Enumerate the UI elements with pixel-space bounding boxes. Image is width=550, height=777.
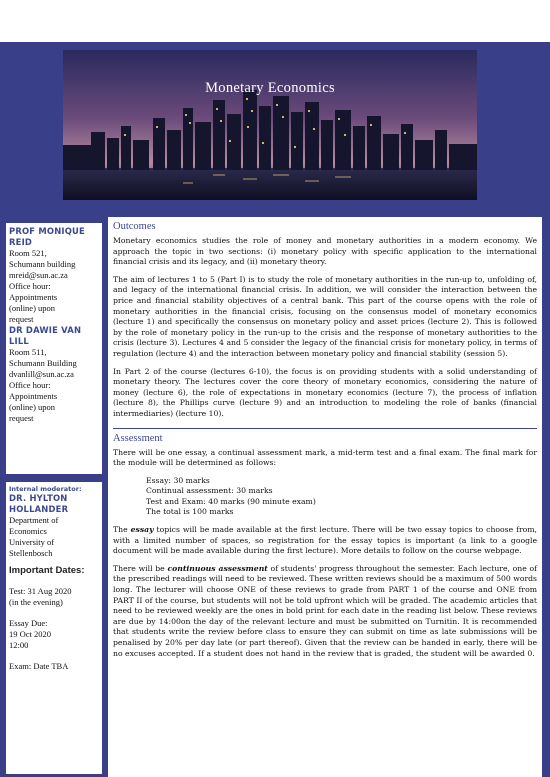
continuous-assessment-paragraph	[113, 564, 537, 659]
ca-text: of students' progress throughout the semester. Each lecture, one of the prescribed readings will need to be reviewed. These written reviews should be a maximum of 500 words long. The lecturer will choose ONE of these reviews to grade from PART 1 of the course and ONE from PART II of the course, but students will not be told upfront which will be graded. The academic articles that need to be reviewed weekly are the ones in bold print for each date in the reading list below. These reviews are due by 14:00on the day of the relevant lecture and must be submitted on Turnitin. It is recommended that students write the review before class to ensure they can submit on time as late submissions will be penalised by 20% per day late (or part thereof). Given that the review can be handed in early, there will be no excuses accepted. If a student does not hand in the review that is graded, the student will be awarded 0.	[113, 563, 537, 658]
lecturer-1-hours-label: Office hour:	[9, 281, 51, 291]
main-content	[108, 217, 542, 777]
important-dates-heading: Important Dates:	[9, 565, 85, 576]
essay-paragraph	[113, 525, 537, 557]
lecturer-panel	[6, 223, 102, 474]
essay-emphasis: essay	[130, 525, 154, 535]
lecturer-1-hours-line: Appointments	[9, 292, 58, 302]
lecturer-2-hours-line: Appointments	[9, 391, 58, 401]
marks-item: Test and Exam: 40 marks (90 minute exam)	[146, 496, 316, 506]
marks-item: Continual assessment: 30 marks	[146, 486, 273, 496]
essay-text: The	[113, 525, 131, 535]
test-date-note: (in the evening)	[9, 597, 63, 607]
moderator-university: Stellenbosch	[9, 548, 53, 558]
essay-due-date: 19 Oct 2020	[9, 629, 52, 639]
ca-text: There will be	[113, 563, 168, 573]
test-date: Test: 31 Aug 2020	[9, 586, 72, 596]
moderator-name: DR. HYLTON HOLLANDER	[9, 493, 69, 514]
essay-due-label: Essay Due:	[9, 618, 48, 628]
lecturer-2-name: DR DAWIE VAN LILL	[9, 325, 82, 346]
lecturer-2-hours-line: request	[9, 413, 34, 423]
course-title: Monetary Economics	[205, 80, 335, 96]
ca-emphasis: continuous assessment	[167, 563, 268, 573]
moderator-university: University of	[9, 537, 55, 547]
lecturer-1-hours-line: request	[9, 314, 34, 324]
essay-due-time: 12:00	[9, 640, 29, 650]
lecturer-2-hours-label: Office hour:	[9, 380, 51, 390]
lecturer-1-building: Schumann building	[9, 259, 76, 269]
outcomes-heading: Outcomes	[113, 221, 156, 232]
city-skyline-image	[63, 50, 477, 200]
lecturer-1-hours-line: (online) upon	[9, 303, 56, 313]
lecturer-2-hours-line: (online) upon	[9, 402, 56, 412]
lecturer-1-room: Room 521,	[9, 248, 47, 258]
marks-item: Essay: 30 marks	[146, 475, 210, 485]
assessment-heading: Assessment	[113, 432, 163, 444]
lecturer-1-name: PROF MONIQUE REID	[9, 226, 85, 247]
lecturer-2-room: Room 511,	[9, 347, 47, 357]
outcomes-paragraph: In Part 2 of the course (lectures 6-10), the focus is on providing students with a solid understanding of monetary theory. The lectures cover the core theory of monetary economics, considering the nature of money (lecture 6), the role of expectations in monetary economics (lecture 7), the process of inflation (lecture 8), the Phillips curve (lecture 9) and an introduction to modeling the role of banks (financial intermediaries) (lecture 10).	[113, 366, 537, 418]
moderator-dept: Department of	[9, 515, 59, 525]
moderator-dept: Economics	[9, 526, 47, 536]
lecturer-1-email[interactable]: mreid@sun.ac.za	[9, 270, 68, 280]
essay-text: topics will be made available at the first lecture. There will be two essay topics to choose from, with a limited number of spaces, so registration for the essay topics is important (a link to a google document will be made available during the first lecture). More details to follow on the course webpage.	[113, 525, 537, 556]
marks-item: The total is 100 marks	[146, 507, 234, 517]
marks-breakdown	[146, 476, 537, 518]
lecturer-2-building: Schumann Building	[9, 358, 77, 368]
section-divider	[113, 428, 537, 429]
outcomes-paragraph: Monetary economics studies the role of money and monetary authorities in a modern economy. We approach the topic in two sections: (i) monetary policy with specific application to the international financial crisis and its legacy, and (ii) monetary theory.	[113, 236, 537, 267]
lecturer-2-email[interactable]: dvanlill@sun.ac.za	[9, 369, 74, 379]
outcomes-paragraph: The aim of lectures 1 to 5 (Part I) is to study the role of monetary authorities in the run-up to, unfolding of, and legacy of the international financial crisis. In addition, we will consider the interaction between the price and financial stability objectives of a central bank. This part of the course opens with the role of monetary authorities in the financial crisis, focusing on the consensus model of monetary economics (lecture 1) and specifically the consensus on monetary policy and asset prices (lecture 2). This is followed by the role of monetary policy in the run-up to the crisis and the response of monetary authorities to the crisis (lecture 3). Lectures 4 and 5 consider the legacy of the financial crisis for monetary policy, in terms of regulation (lecture 4) and the interaction between monetary policy and financial stability (session 5).	[113, 274, 537, 358]
moderator-label: Internal moderator:	[9, 485, 82, 493]
banner	[63, 50, 477, 200]
assessment-paragraph: There will be one essay, a continual assessment mark, a mid-term test and a final exam. The final mark for the module will be determined as follows:	[113, 447, 537, 468]
exam-date: Exam: Date TBA	[9, 661, 69, 671]
moderator-dates-panel	[6, 482, 102, 774]
